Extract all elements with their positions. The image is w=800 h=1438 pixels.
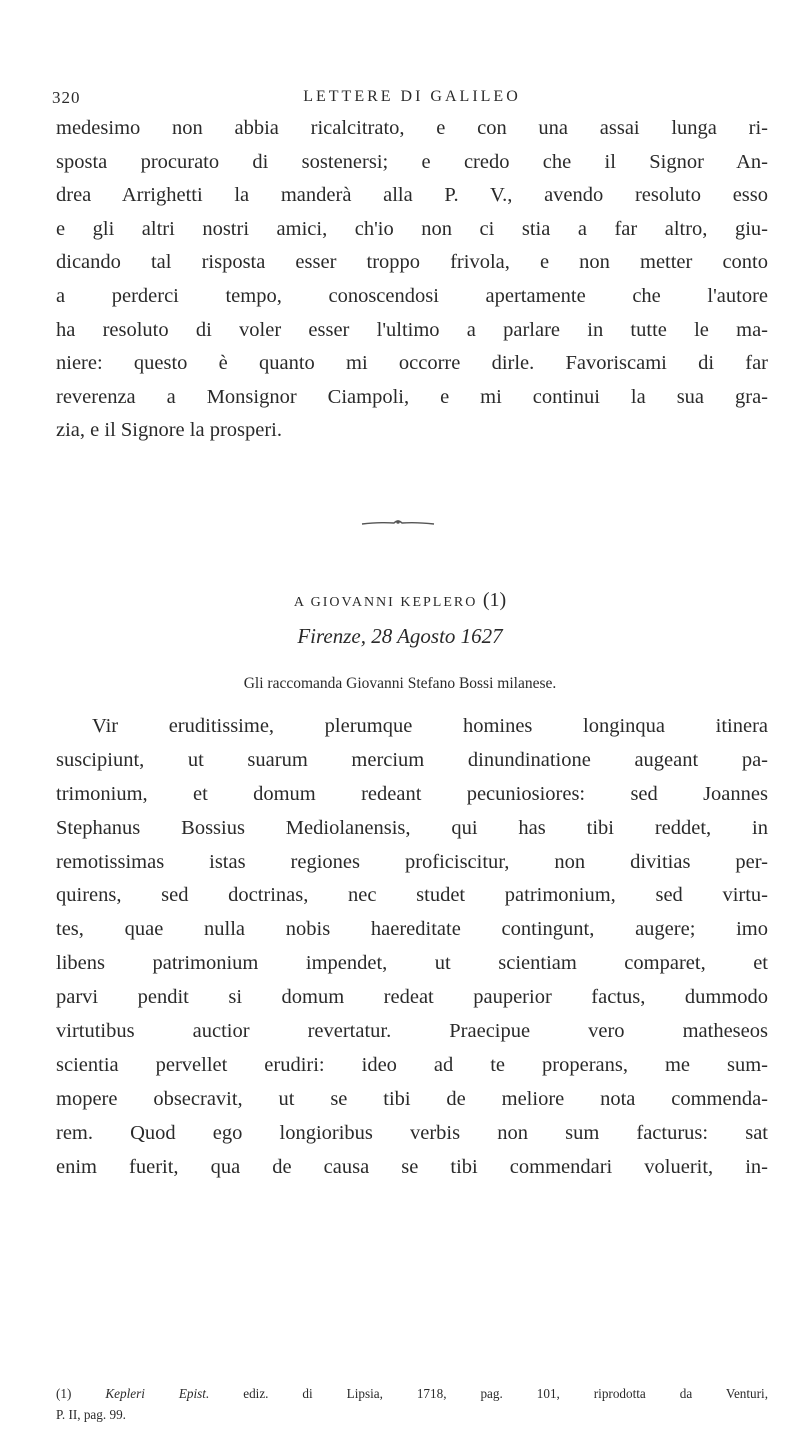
text-line: dicando tal risposta esser troppo frivola, e non metter conto (56, 251, 768, 274)
footnote-reference[interactable]: (1) (482, 589, 507, 611)
text-line: drea Arrighetti la manderà alla P. V., avendo resoluto esso (56, 184, 768, 207)
italian-letter-conclusion (56, 112, 768, 448)
text-line: libens patrimonium impendet, ut scientiam comparet, et (56, 952, 768, 975)
text-line: tes, quae nulla nobis haereditate contingunt, augere; imo (56, 918, 768, 941)
text-line: e gli altri nostri amici, ch'io non ci stia a far altro, giu- (56, 217, 768, 240)
text-line: rem. Quod ego longioribus verbis non sum facturus: sat (56, 1121, 768, 1144)
letter-heading (0, 589, 800, 612)
text-line: zia, e il Signore la prosperi. (56, 419, 283, 442)
text-line: remotissimas istas regiones proficiscitur, non divitias per- (56, 850, 768, 873)
letter-summary: Gli raccomanda Giovanni Stefano Bossi milanese. (243, 675, 557, 692)
text-line: enim fuerit, qua de causa se tibi commendari voluerit, in- (56, 1155, 768, 1178)
text-line: a perderci tempo, conoscendosi apertamente che l'autore (56, 284, 768, 307)
text-line: niere: questo è quanto mi occorre dirle. Favoriscami di far (56, 352, 768, 375)
footnote-line (56, 1383, 768, 1404)
footnote-number: (1) (56, 1386, 72, 1401)
page-number: 320 (52, 88, 81, 107)
text-line: Vir eruditissime, plerumque homines longinqua itinera (92, 715, 768, 737)
text-line: virtutibus auctior revertatur. Praecipue vero matheseos (56, 1020, 768, 1043)
text-line: trimonium, et domum redeant pecuniosiores: sed Joannes (56, 782, 768, 805)
running-title: LETTERE DI GALILEO (303, 88, 521, 105)
text-line: sposta procurato di sostenersi; e credo che il Signor An- (56, 150, 768, 173)
letter-date: , 28 Agosto 1627 (360, 624, 503, 648)
text-line: parvi pendit si domum redeat pauperior factus, dummodo (56, 986, 768, 1009)
footnote-work-title: Kepleri Epist. (105, 1386, 210, 1401)
section-divider-ornament (360, 518, 436, 528)
latin-letter-text (56, 710, 768, 1184)
letter-place: Firenze (297, 624, 361, 648)
text-line: suscipiunt, ut suarum mercium dinundinatione augeant pa- (56, 748, 768, 771)
text-line: ha resoluto di voler esser l'ultimo a parlare in tutte le ma- (56, 318, 768, 341)
footnote-citation: ediz. di Lipsia, 1718, pag. 101, riprodotta da Venturi, (243, 1386, 769, 1401)
text-line: Stephanus Bossius Mediolanensis, qui has tibi reddet, in (56, 816, 768, 839)
recipient-heading: A GIOVANNI KEPLERO (293, 595, 478, 610)
footnote (56, 1383, 768, 1425)
text-line: mopere obsecravit, ut se tibi de meliore nota commenda- (56, 1087, 768, 1110)
text-line: medesimo non abbia ricalcitrato, e con una assai lunga ri- (56, 117, 768, 139)
letter-dateline (0, 624, 800, 649)
footnote-line: P. II, pag. 99. (56, 1407, 126, 1422)
text-line: reverenza a Monsignor Ciampoli, e mi continui la sua gra- (56, 385, 768, 408)
text-line: quirens, sed doctrinas, nec studet patrimonium, sed virtu- (56, 884, 768, 907)
text-line: scientia pervellet erudiri: ideo ad te properans, me sum- (56, 1053, 768, 1076)
